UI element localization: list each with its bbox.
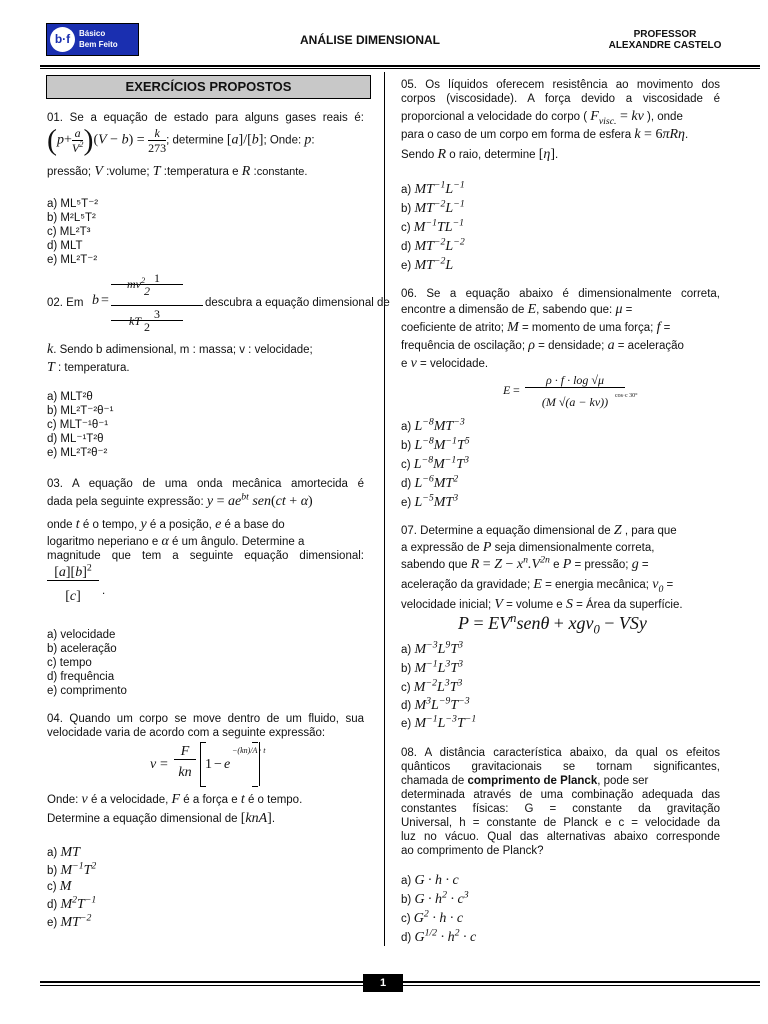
- q6-option-d[interactable]: d) $L^{-6}MT^2$: [401, 473, 459, 491]
- professor-label: PROFESSOR: [633, 29, 697, 40]
- header-rule-thin: [40, 68, 760, 69]
- q1-intro: 01. Se a equação de estado para alguns gases reais é:: [47, 112, 364, 124]
- q8-line1: 08. A distância característica abaixo, da qual os efeitos: [401, 747, 720, 759]
- q2-option-c[interactable]: c) MLT⁻¹θ⁻¹: [47, 419, 109, 431]
- q5-line4: para o caso de um corpo em forma de esfera k = 6πRη.: [401, 127, 689, 142]
- q1-equation: (p+ $\frac{a}{V^2}$ )(V − b) = $\frac{k}{273}$ ; determine [a]/[b]; Onde: p:: [47, 123, 315, 157]
- q5-option-b[interactable]: b) $MT^{-2}L^{-1}$: [401, 198, 465, 216]
- q4-option-d[interactable]: d) $M^2T^{-1}$: [47, 894, 97, 912]
- q8-option-a[interactable]: a) G · h · c: [401, 873, 459, 888]
- logo-text-2: Bem Feito: [79, 40, 118, 49]
- logo-text-1: Básico: [79, 29, 106, 38]
- q4-line1: 04. Quando um corpo se move dentro de um fluido, sua: [47, 713, 364, 725]
- q4-option-e[interactable]: e) $MT^{-2}$: [47, 912, 92, 930]
- q7-option-c[interactable]: c) $M^{-2}L^3T^3$: [401, 677, 463, 695]
- q2-option-a[interactable]: a) MLT²θ: [47, 391, 93, 403]
- logo-emblem: b·f: [50, 27, 75, 52]
- q1-option-b[interactable]: b) M²L⁵T²: [47, 212, 96, 224]
- q4-line3: Onde: v é a velocidade, F é a força e t é o tempo.: [47, 792, 303, 807]
- q3-option-e[interactable]: e) comprimento: [47, 685, 127, 697]
- q5-option-d[interactable]: d) $MT^{-2}L^{-2}$: [401, 236, 465, 254]
- q8-line6: Universal, h = constante de Planck e c = velocidade da: [401, 817, 720, 829]
- q3-option-c[interactable]: c) tempo: [47, 657, 92, 669]
- q1-onde: ; Onde:: [263, 134, 302, 147]
- q7-option-b[interactable]: b) $M^{-1}L^3T^3$: [401, 658, 464, 676]
- q2-option-d[interactable]: d) ML⁻¹T²θ: [47, 433, 104, 445]
- q7-line3: sabendo que $R = Z - x^n.V^{2n}$ e P = pressão; g =: [401, 554, 649, 572]
- q8-line8: ao comprimento de Planck?: [401, 845, 544, 857]
- q5-option-e[interactable]: e) $MT^{-2}L$: [401, 255, 454, 273]
- q1-option-c[interactable]: c) ML²T³: [47, 226, 91, 238]
- q4-equation: v = F kn 1 − e −(kn)/A · t: [150, 742, 270, 790]
- q8-line4: determinada através de uma combinação adequada das: [401, 789, 720, 801]
- q8-line3: chamada de comprimento de Planck, pode ser: [401, 775, 649, 787]
- q6-line3: coeficiente de atrito; M = momento de uma força; f =: [401, 320, 671, 335]
- q8-line5: constantes físicas: G = constante da gravitação: [401, 803, 720, 815]
- q1-mid: ; determine: [166, 134, 224, 147]
- q6-option-b[interactable]: b) $L^{-8}M^{-1}T^5$: [401, 435, 470, 453]
- q6-line4: frequência de oscilação; ρ = densidade; a = aceleração: [401, 338, 684, 353]
- q7-line5: velocidade inicial; V = volume e S = Área da superfície.: [401, 597, 683, 612]
- column-divider: [384, 72, 385, 946]
- q5-line1: 05. Os líquidos oferecem resistência ao movimento dos: [401, 79, 720, 91]
- q3-option-b[interactable]: b) aceleração: [47, 643, 117, 655]
- q6-option-e[interactable]: e) $L^{-5}MT^3$: [401, 492, 459, 510]
- q7-option-d[interactable]: d) $M^3L^{-9}T^{-3}$: [401, 695, 470, 713]
- q6-option-a[interactable]: a) $L^{-8}MT^{-3}$: [401, 416, 465, 434]
- q7-equation: $P = EV^nsen\theta + xgv_0$ − VSy: [458, 611, 647, 637]
- q7-option-a[interactable]: a) $M^{-3}L^9T^3$: [401, 639, 464, 657]
- q3-line5: magnitude que tem a seguinte equação dimensional:: [47, 550, 364, 562]
- q7-line4: aceleração da gravidade; E = energia mecânica; $v_0$ =: [401, 577, 674, 595]
- q8-line7: luz no vácuo. Qual das alternativas abaixo corresponde: [401, 831, 720, 843]
- q1-line2: pressão; V :volume; T :temperatura e R :constante.: [47, 164, 308, 179]
- q8-option-d[interactable]: d) $G^{1/2} \cdot h^2 \cdot c$: [401, 927, 477, 945]
- q2-option-b[interactable]: b) ML²T⁻²θ⁻¹: [47, 405, 114, 417]
- q7-line1: 07. Determine a equação dimensional de Z , para que: [401, 523, 677, 538]
- q5-option-c[interactable]: c) $M^{-1}TL^{-1}$: [401, 217, 465, 235]
- q6-line1: 06. Se a equação abaixo é dimensionalmente correta,: [401, 288, 720, 300]
- section-title: EXERCÍCIOS PROPOSTOS: [46, 75, 371, 99]
- q8-option-b[interactable]: b) $G \cdot h^2 \cdot c^3$: [401, 889, 469, 907]
- q7-option-e[interactable]: e) $M^{-1}L^{-3}T^{-1}$: [401, 713, 477, 731]
- q7-line2: a expressão de P seja dimensionalmente correta,: [401, 540, 655, 555]
- professor-block: [560, 29, 768, 51]
- q5-line3: proporcional a velocidade do corpo ( $F_{visc.}$ = kv ), onde: [401, 109, 683, 127]
- q1-option-e[interactable]: e) ML²T⁻²: [47, 254, 98, 266]
- q2-line3: T : temperatura.: [47, 360, 130, 375]
- logo: [46, 23, 139, 56]
- q4-option-a[interactable]: a) MT: [47, 845, 80, 860]
- professor-name: ALEXANDRE CASTELO: [608, 40, 722, 51]
- q2-option-e[interactable]: e) ML²T²θ⁻²: [47, 447, 108, 459]
- q5-line2: corpos (viscosidade). A força devido a viscosidade é: [401, 93, 720, 105]
- q2-line2: k. Sendo b adimensional, m : massa; v : velocidade;: [47, 342, 313, 357]
- page-number: 1: [363, 974, 403, 992]
- q3-line1: 03. A equação de uma onda mecânica amortecida é: [47, 478, 364, 490]
- q8-line2: quânticos gravitacionais se tornam significantes,: [401, 761, 720, 773]
- q6-option-c[interactable]: c) $L^{-8}M^{-1}T^3$: [401, 454, 469, 472]
- q3-line4: logaritmo neperiano e α é um ângulo. Determine a: [47, 534, 305, 549]
- page-title: ANÁLISE DIMENSIONAL: [300, 33, 441, 47]
- q3-line2: dada pela seguinte expressão: $y = ae^{bt}$ sen(ct + α): [47, 491, 313, 509]
- q5-line5: Sendo R o raio, determine [η].: [401, 147, 559, 162]
- q4-option-c[interactable]: c) M: [47, 879, 72, 894]
- q6-equation: E = ρ · f · log √μ (M √(a − kv)) cos·c 30°: [503, 373, 638, 409]
- q1-option-a[interactable]: a) ML⁵T⁻²: [47, 198, 99, 210]
- q1-option-d[interactable]: d) MLT: [47, 240, 83, 252]
- q3-option-d[interactable]: d) frequência: [47, 671, 115, 683]
- q4-line2: velocidade varia de acordo com a seguinte expressão:: [47, 727, 326, 739]
- q8-option-c[interactable]: c) $G^2 \cdot h \cdot c$: [401, 908, 464, 926]
- q6-line2: encontre a dimensão de E, sabendo que: μ =: [401, 302, 633, 317]
- q4-option-b[interactable]: b) $M^{-1}T^2$: [47, 860, 97, 878]
- q4-line4: Determine a equação dimensional de [knA].: [47, 811, 276, 826]
- q3-option-a[interactable]: a) velocidade: [47, 629, 116, 641]
- header-rule: [40, 65, 760, 67]
- q5-option-a[interactable]: a) $MT^{-1}L^{-1}$: [401, 179, 465, 197]
- q3-line3: onde t é o tempo, y é a posição, e é a base do: [47, 517, 285, 532]
- q6-line5: e v = velocidade.: [401, 356, 489, 371]
